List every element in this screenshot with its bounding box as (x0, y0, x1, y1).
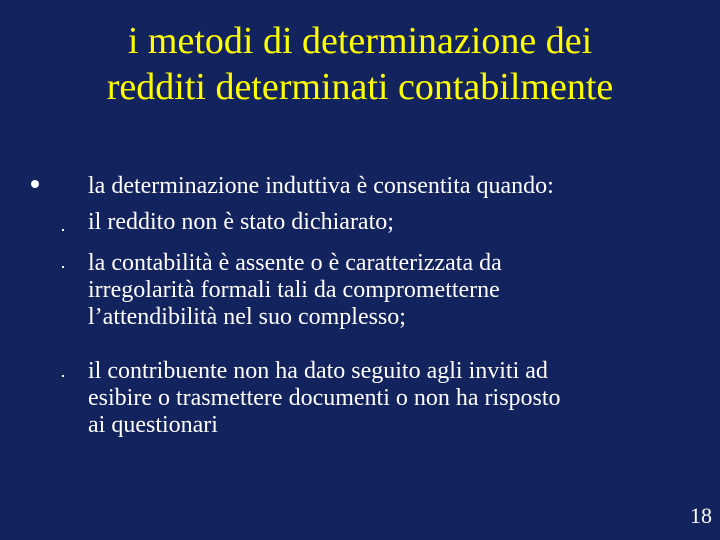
title-line-2: redditi determinati contabilmente (106, 66, 614, 108)
bullet-item-2-line-1: il reddito non è stato dichiarato; (88, 209, 394, 235)
bullet-item-3-line-3: l’attendibilità nel suo complesso; (88, 304, 406, 330)
bullet-dot-icon (31, 180, 39, 188)
bullet-item-3 (88, 250, 688, 331)
bullet-item-4 (88, 358, 688, 439)
title-line-1: i metodi di determinazione dei (127, 20, 593, 62)
bullet-item-3-line-2: irregolarità formali tali da comprometterne (88, 277, 500, 303)
bullet-item-1 (88, 173, 688, 200)
sub-bullet-icon (62, 375, 64, 377)
sub-bullet-icon (62, 229, 64, 231)
page-number: 18 (690, 503, 712, 528)
sub-bullet-icon (62, 266, 64, 268)
bullet-item-3-line-1: la contabilità è assente o è caratterizzata da (88, 250, 502, 276)
bullet-item-4-line-3: ai questionari (88, 412, 218, 438)
bullet-item-1-line-1: la determinazione induttiva è consentita quando: (88, 173, 554, 199)
bullet-item-4-line-1: il contribuente non ha dato seguito agli inviti ad (88, 358, 548, 384)
bullet-item-2 (88, 209, 688, 236)
bullet-item-4-line-2: esibire o trasmettere documenti o non ha risposto (88, 385, 561, 411)
